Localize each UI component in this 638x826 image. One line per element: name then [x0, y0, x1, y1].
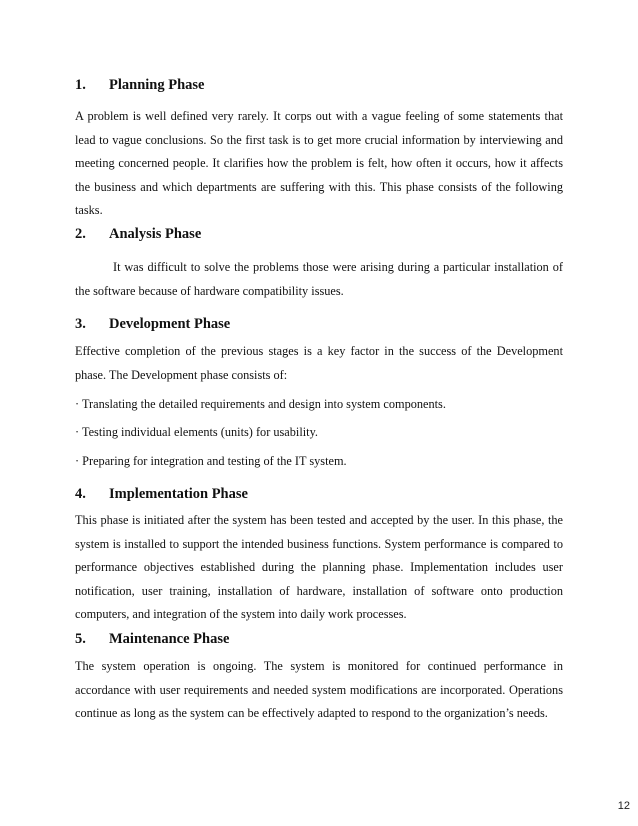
section-heading-implementation	[75, 485, 563, 503]
section-number: 3.	[75, 316, 86, 332]
section-title: Planning Phase	[109, 77, 205, 93]
section-paragraph-analysis: It was difficult to solve the problems those were arising during a particular installation of the software because of hardware compatibility issues.	[75, 260, 563, 298]
section-paragraph-maintenance: The system operation is ongoing. The system is monitored for continued performance in accordance with user requirements and needed system modifications are incorporated. Operations continue as long as the system can be effectively adapted to respond to the organization’s needs.	[75, 659, 563, 720]
section-title: Analysis Phase	[109, 226, 202, 242]
section-number: 4.	[75, 486, 86, 502]
section-number: 2.	[75, 226, 86, 242]
section-heading-analysis	[75, 225, 563, 243]
section-heading-development	[75, 315, 563, 333]
bullet-item: · Preparing for integration and testing of the IT system.	[75, 454, 347, 468]
section-number: 1.	[75, 77, 86, 93]
section-number: 5.	[75, 631, 86, 647]
section-title: Maintenance Phase	[109, 631, 230, 647]
page-number: 12	[617, 800, 630, 812]
section-paragraph-planning: A problem is well defined very rarely. It corps out with a vague feeling of some statements that lead to vague conclusions. So the first task is to get more crucial information by interviewing and meeting concerned people. It clarifies how the problem is felt, how often it occurs, how it affects the business and which departments are suffering with this. This phase consists of the following tasks.	[75, 109, 563, 217]
section-paragraph-development: Effective completion of the previous stages is a key factor in the success of the Development phase. The Development phase consists of:	[75, 344, 563, 382]
bullet-item: · Testing individual elements (units) for usability.	[75, 425, 318, 439]
section-heading-planning	[75, 76, 563, 94]
section-heading-maintenance	[75, 630, 563, 648]
section-title: Development Phase	[109, 316, 231, 332]
bullet-item: · Translating the detailed requirements and design into system components.	[75, 397, 446, 411]
section-paragraph-implementation: This phase is initiated after the system has been tested and accepted by the user. In this phase, the system is installed to support the intended business functions. System performance is compared to performance objectives established during the planning phase. Implementation includes user notification, user training, installation of hardware, installation of software onto production computers, and integration of the system into daily work processes.	[75, 513, 563, 621]
section-title: Implementation Phase	[109, 486, 248, 502]
